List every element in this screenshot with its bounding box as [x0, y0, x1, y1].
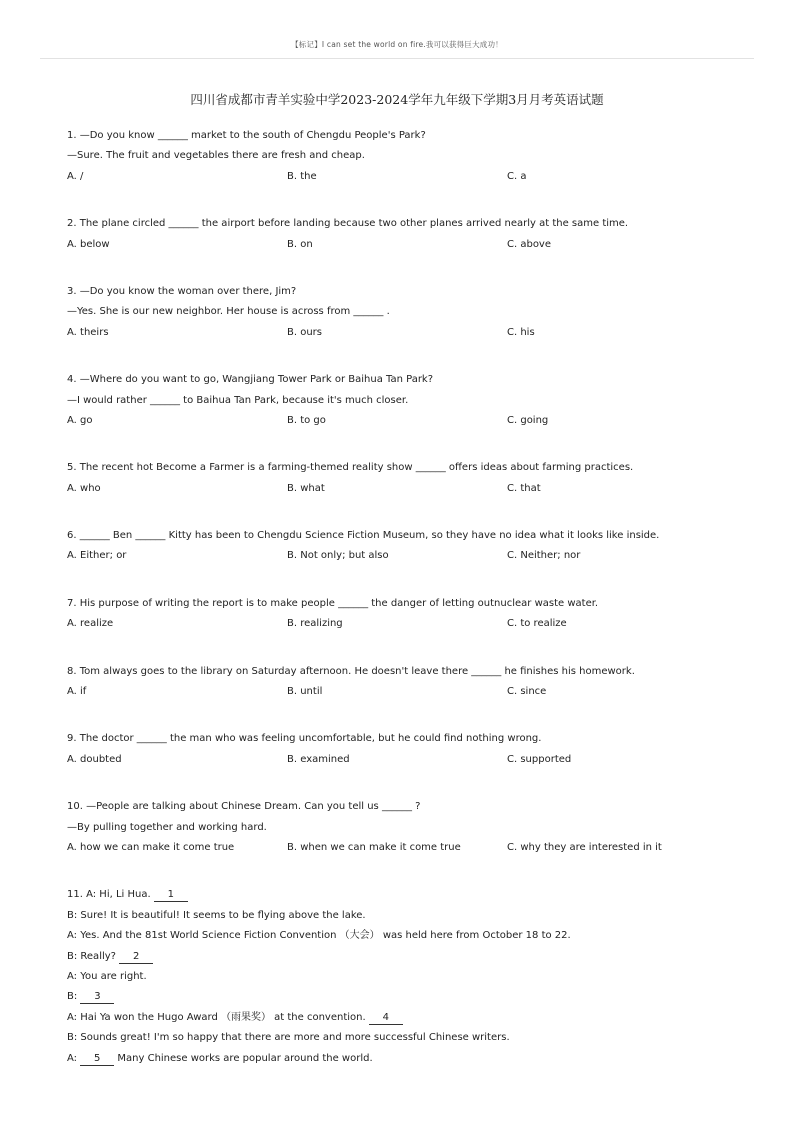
dialogue-text: A: Hai Ya won the Hugo Award （雨果奖） at the convention.: [67, 1011, 369, 1023]
options-row: [67, 682, 747, 702]
dialogue-text: 11. A: Hi, Li Hua.: [67, 889, 154, 901]
question-text: —Sure. The fruit and vegetables there are fresh and cheap.: [67, 150, 365, 162]
question-5: [67, 458, 747, 499]
question-text: —I would rather ______ to Baihua Tan Park, because it's much closer.: [67, 394, 409, 406]
question-text: 8. Tom always goes to the library on Saturday afternoon. He doesn't leave there ______ he finishes his homework.: [67, 665, 635, 677]
dialogue-line: [67, 885, 747, 905]
dialogue-text: B:: [67, 991, 81, 1003]
option-c[interactable]: C. to realize: [507, 618, 567, 630]
option-a[interactable]: A. below: [67, 238, 110, 250]
options-row: [67, 167, 747, 187]
dialogue-line: B: Sure! It is beautiful! It seems to be flying above the lake.: [67, 909, 366, 921]
dialogue-line: A: Yes. And the 81st World Science Fiction Convention （大会） was held here from October 18 to 22.: [67, 930, 571, 942]
option-c[interactable]: C. why they are interested in it: [507, 841, 662, 853]
options-row: [67, 838, 747, 858]
question-text: 9. The doctor ______ the man who was feeling uncomfortable, but he could find nothing wrong.: [67, 733, 542, 745]
option-a[interactable]: A. who: [67, 482, 101, 494]
answer-blank-5[interactable]: 5: [80, 1053, 114, 1066]
option-a[interactable]: A. doubted: [67, 753, 122, 765]
option-b[interactable]: B. what: [287, 482, 325, 494]
option-b[interactable]: B. examined: [287, 753, 350, 765]
options-row: [67, 235, 747, 255]
dialogue-text: B: Really?: [67, 950, 120, 962]
question-text: 10. —People are talking about Chinese Dream. Can you tell us ______ ?: [67, 801, 421, 813]
options-row: [67, 411, 747, 431]
options-row: [67, 323, 747, 343]
dialogue-text: A:: [67, 1052, 81, 1064]
option-a[interactable]: A. /: [67, 170, 84, 182]
question-text: —By pulling together and working hard.: [67, 821, 267, 833]
option-c[interactable]: C. Neither; nor: [507, 550, 581, 562]
option-a[interactable]: A. theirs: [67, 326, 109, 338]
question-6: [67, 526, 747, 567]
option-c[interactable]: C. since: [507, 686, 547, 698]
header-divider: [40, 58, 754, 59]
option-a[interactable]: A. go: [67, 414, 93, 426]
option-c[interactable]: C. above: [507, 238, 552, 250]
dialogue-line: [67, 1049, 747, 1069]
answer-blank-4[interactable]: 4: [369, 1012, 403, 1025]
dialogue-text: Many Chinese works are popular around the world.: [114, 1052, 373, 1064]
dialogue-line: [67, 987, 747, 1007]
option-b[interactable]: B. until: [287, 686, 323, 698]
question-text: 5. The recent hot Become a Farmer is a farming-themed reality show ______ offers ideas about farming practices.: [67, 462, 634, 474]
dialogue-line: [67, 947, 747, 967]
question-text: 6. ______ Ben ______ Kitty has been to Chengdu Science Fiction Museum, so they have no idea what it looks like inside.: [67, 530, 660, 542]
question-text: —Yes. She is our new neighbor. Her house is across from ______ .: [67, 306, 390, 318]
question-text: 7. His purpose of writing the report is to make people ______ the danger of letting outnuclear waste water.: [67, 597, 599, 609]
option-a[interactable]: A. how we can make it come true: [67, 841, 235, 853]
question-text: 3. —Do you know the woman over there, Jim?: [67, 285, 297, 297]
page-title: 四川省成都市青羊实验中学2023-2024学年九年级下学期3月月考英语试题: [190, 92, 604, 107]
option-b[interactable]: B. on: [287, 238, 313, 250]
question-text: 4. —Where do you want to go, Wangjiang Tower Park or Baihua Tan Park?: [67, 374, 434, 386]
option-c[interactable]: C. that: [507, 482, 541, 494]
option-b[interactable]: B. Not only; but also: [287, 550, 389, 562]
question-text: 2. The plane circled ______ the airport before landing because two other planes arrived nearly at the same time.: [67, 218, 629, 230]
question-text: 1. —Do you know ______ market to the south of Chengdu People's Park?: [67, 130, 426, 141]
dialogue-line: A: You are right.: [67, 970, 147, 982]
question-list: [67, 126, 747, 1069]
option-a[interactable]: A. if: [67, 686, 87, 698]
dialogue-line: [67, 1008, 747, 1028]
option-c[interactable]: C. his: [507, 326, 535, 338]
option-a[interactable]: A. realize: [67, 618, 114, 630]
option-b[interactable]: B. the: [287, 170, 317, 182]
option-b[interactable]: B. realizing: [287, 618, 343, 630]
question-7: [67, 594, 747, 635]
question-10: [67, 797, 747, 858]
options-row: [67, 479, 747, 499]
options-row: [67, 750, 747, 770]
question-3: [67, 282, 747, 343]
question-4: [67, 370, 747, 431]
option-b[interactable]: B. when we can make it come true: [287, 841, 461, 853]
question-1: [67, 126, 747, 187]
answer-blank-3[interactable]: 3: [80, 991, 114, 1004]
question-8: [67, 662, 747, 703]
options-row: [67, 546, 747, 566]
dialogue-line: B: Sounds great! I'm so happy that there are more and more successful Chinese writers.: [67, 1032, 510, 1044]
options-row: [67, 614, 747, 634]
option-c[interactable]: C. a: [507, 170, 527, 182]
option-b[interactable]: B. to go: [287, 414, 326, 426]
answer-blank-2[interactable]: 2: [119, 951, 153, 964]
question-9: [67, 729, 747, 770]
option-a[interactable]: A. Either; or: [67, 550, 127, 562]
answer-blank-1[interactable]: 1: [154, 889, 188, 902]
option-c[interactable]: C. supported: [507, 753, 572, 765]
option-b[interactable]: B. ours: [287, 326, 322, 338]
question-2: [67, 214, 747, 255]
question-11-dialogue: [67, 885, 747, 1069]
option-c[interactable]: C. going: [507, 414, 549, 426]
page-header: 【标记】I can set the world on fire.我可以获得巨大成功！: [291, 40, 503, 49]
